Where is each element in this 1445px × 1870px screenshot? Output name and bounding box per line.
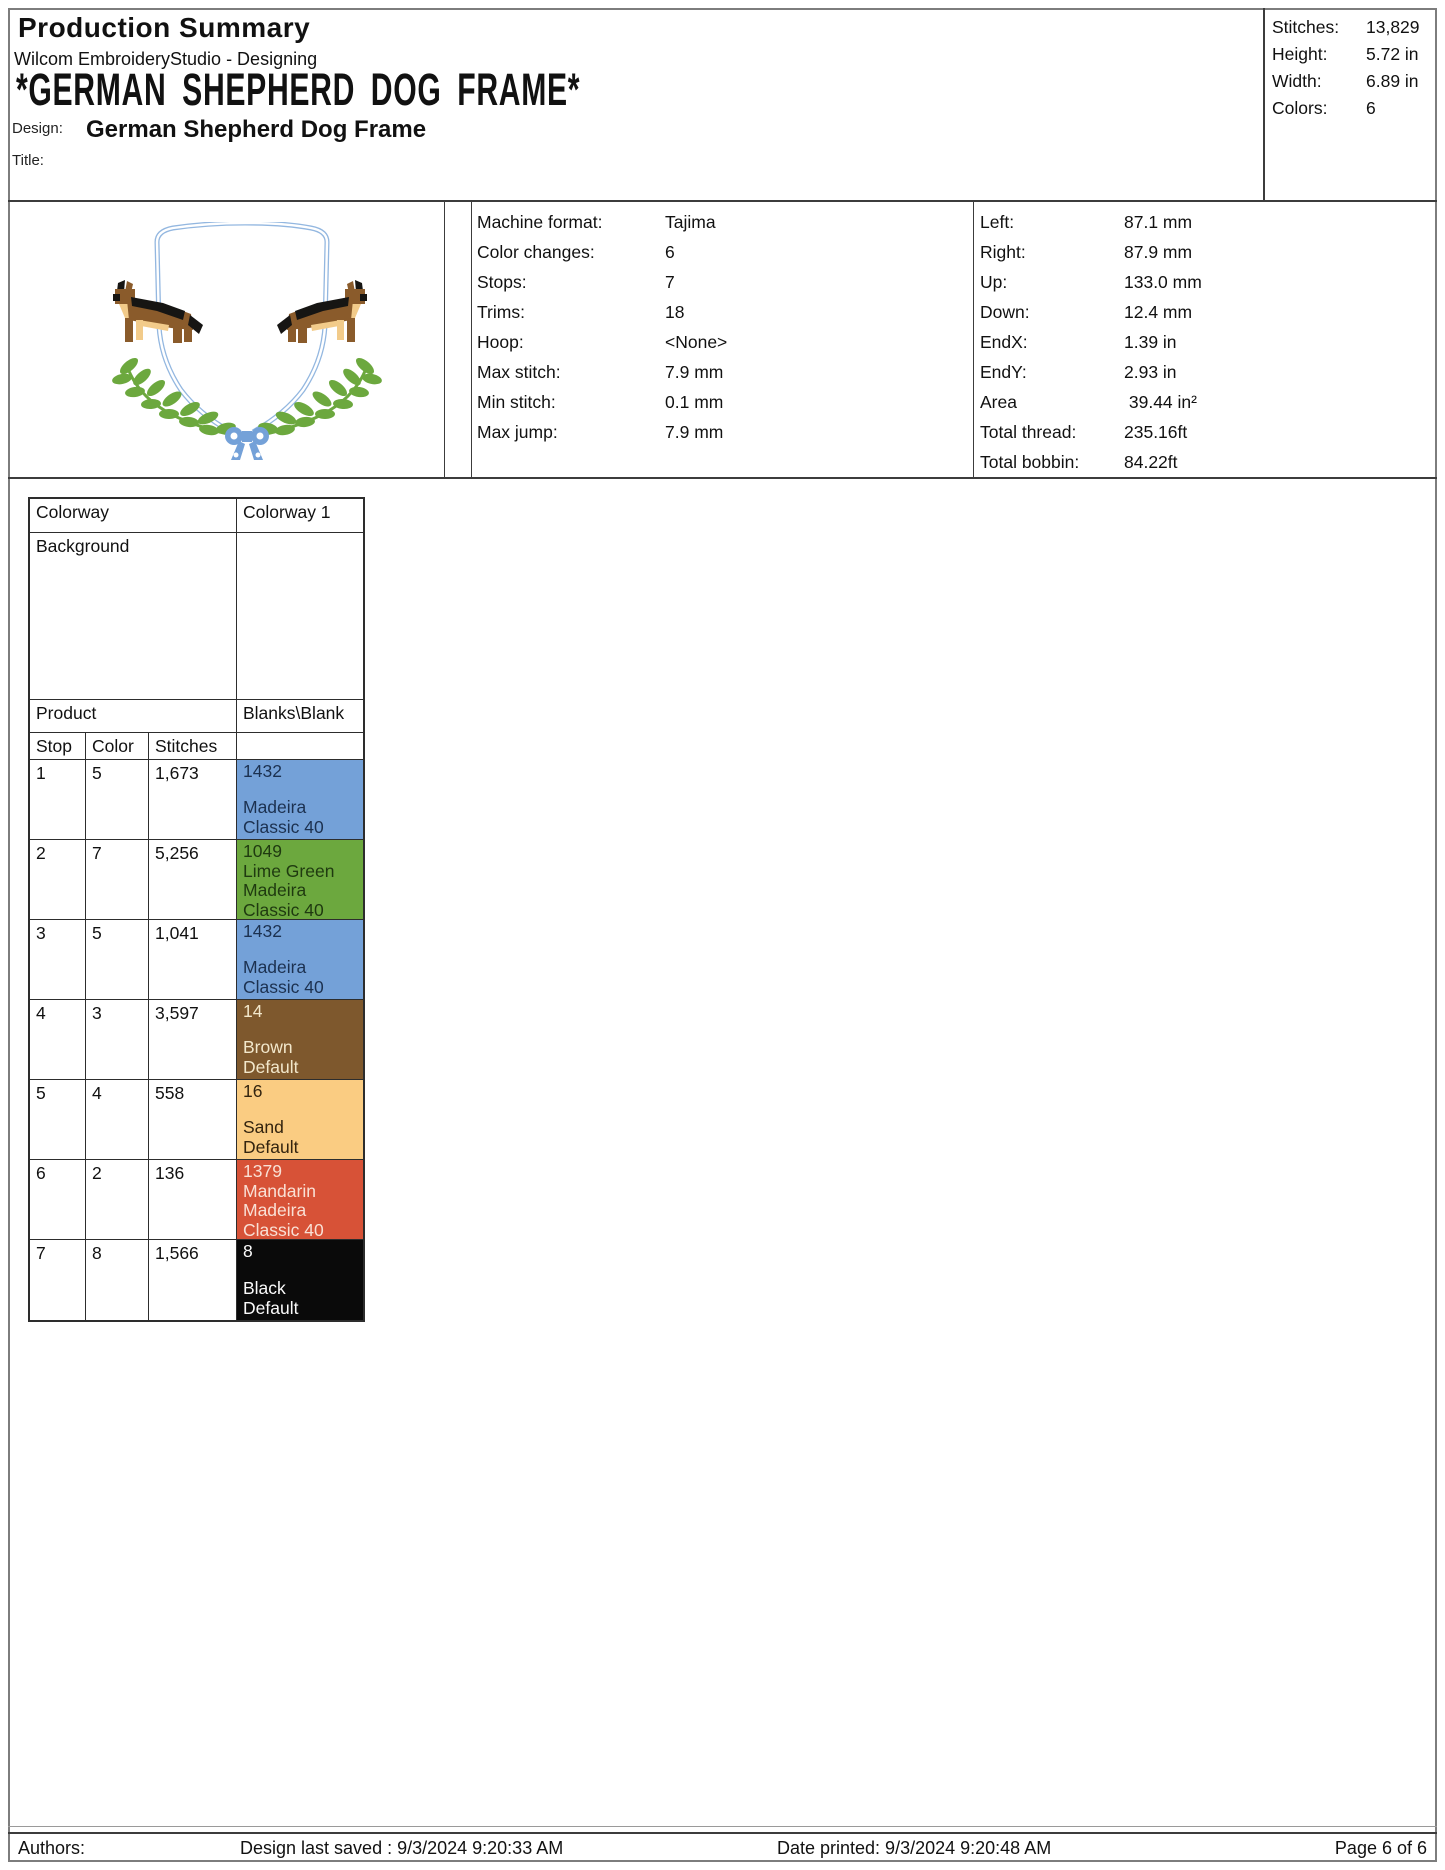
color-number: 7 — [86, 840, 149, 919]
authors-label: Authors: — [18, 1838, 86, 1858]
swatch-spacer — [243, 782, 363, 799]
extents-info-row — [980, 327, 1250, 357]
extents-info — [980, 207, 1250, 477]
colorway-name: Colorway 1 — [243, 502, 331, 522]
swatch-spacer — [243, 942, 363, 959]
thread-name: Mandarin — [243, 1180, 316, 1201]
thread-code: 1432 — [243, 921, 282, 941]
thread-code: 8 — [243, 1241, 253, 1261]
stitch-count: 1,673 — [149, 760, 237, 839]
extents-info-row-label: Left: — [980, 212, 1015, 232]
extents-info-row-value: 235.16ft — [1124, 422, 1188, 442]
machine-info-row-value: 7 — [665, 272, 675, 292]
extents-info-row-value: 133.0 mm — [1124, 272, 1202, 292]
summary-stat-value: 6 — [1366, 98, 1376, 118]
machine-info-row — [477, 267, 907, 297]
extents-info-row-value: 12.4 mm — [1124, 302, 1193, 322]
summary-stat — [1272, 41, 1432, 68]
extents-info-row-value: 87.9 mm — [1124, 242, 1193, 262]
design-label: Design: — [12, 120, 63, 137]
thread-chart: Madeira Classic 40 — [243, 797, 324, 837]
extents-info-row-label: Total bobbin: — [980, 452, 1080, 472]
color-sequence-row — [30, 920, 363, 1000]
stitch-count: 558 — [149, 1080, 237, 1159]
summary-stat-label: Width: — [1272, 71, 1322, 91]
thread-color-swatch — [237, 840, 363, 919]
summary-stat — [1272, 95, 1432, 122]
extents-info-row — [980, 237, 1250, 267]
thread-color-swatch — [237, 1000, 363, 1079]
machine-info-row — [477, 417, 907, 447]
color-number: 4 — [86, 1080, 149, 1159]
thread-chart: Madeira Classic 40 — [243, 957, 324, 997]
machine-info-row-value: <None> — [665, 332, 728, 352]
machine-info-row-value: 7.9 mm — [665, 362, 724, 382]
stitch-count: 5,256 — [149, 840, 237, 919]
laurel-right-icon — [257, 355, 383, 437]
column-header-stop: Stop — [30, 733, 86, 759]
page-number: Page 6 of 6 — [1334, 1838, 1427, 1858]
summary-stat-label: Colors: — [1272, 98, 1328, 118]
swatch-spacer — [243, 1022, 363, 1039]
product-label: Product — [30, 700, 237, 732]
stop-number: 7 — [30, 1240, 86, 1320]
extents-box-divider — [973, 202, 974, 477]
extents-info-row-label: EndX: — [980, 332, 1028, 352]
machine-info-row — [477, 207, 907, 237]
extents-info-row-value: 84.22ft — [1124, 452, 1178, 472]
column-header-color: Color — [86, 733, 149, 759]
extents-info-row-value: 39.44 in² — [1124, 392, 1197, 412]
extents-info-row — [980, 267, 1250, 297]
footer — [8, 1832, 1437, 1862]
thread-color-swatch — [237, 920, 363, 999]
machine-info-row-label: Trims: — [477, 302, 525, 322]
color-sequence-row — [30, 840, 363, 920]
stitch-count: 1,041 — [149, 920, 237, 999]
color-number: 5 — [86, 920, 149, 999]
stop-number: 4 — [30, 1000, 86, 1079]
machine-info-row — [477, 357, 907, 387]
background-swatch — [237, 533, 363, 699]
machine-info-row-label: Hoop: — [477, 332, 524, 352]
bow-icon — [225, 427, 269, 460]
extents-info-row — [980, 357, 1250, 387]
thread-color-swatch — [237, 1160, 363, 1239]
stop-number: 5 — [30, 1080, 86, 1159]
thread-chart: Default — [243, 1136, 299, 1157]
machine-info-row-label: Color changes: — [477, 242, 595, 262]
thread-code: 1049 — [243, 841, 282, 861]
stop-number: 6 — [30, 1160, 86, 1239]
thread-name: Black — [243, 1278, 286, 1298]
extents-info-row-value: 87.1 mm — [1124, 212, 1193, 232]
extents-info-row-label: Up: — [980, 272, 1008, 292]
summary-stat — [1272, 68, 1432, 95]
colorway-header-label: Colorway — [30, 499, 237, 532]
app-name: Wilcom EmbroideryStudio - Designing — [14, 49, 318, 69]
extents-info-row — [980, 417, 1250, 447]
thread-name: Sand — [243, 1117, 284, 1137]
color-number: 3 — [86, 1000, 149, 1079]
extents-info-row — [980, 447, 1250, 477]
thread-code: 16 — [243, 1081, 263, 1101]
summary-stat-label: Stitches: — [1272, 17, 1340, 37]
thread-name: Brown — [243, 1037, 293, 1057]
machine-info-row-label: Stops: — [477, 272, 527, 292]
stop-number: 1 — [30, 760, 86, 839]
machine-info-row-label: Max stitch: — [477, 362, 561, 382]
extents-info-row-label: Area — [980, 392, 1017, 412]
color-sequence-row — [30, 1240, 363, 1320]
machine-info-row — [477, 237, 907, 267]
machine-info-row-label: Max jump: — [477, 422, 558, 442]
thread-code: 14 — [243, 1001, 263, 1021]
thread-chart: Madeira Classic 40 — [243, 880, 324, 920]
machine-info-row-label: Min stitch: — [477, 392, 556, 412]
stop-number: 3 — [30, 920, 86, 999]
summary-stat-value: 6.89 in — [1366, 71, 1419, 91]
machine-info-row-label: Machine format: — [477, 212, 603, 232]
stitch-count: 1,566 — [149, 1240, 237, 1320]
column-header-thread — [237, 733, 363, 759]
machine-info-row — [477, 327, 907, 357]
machine-info-row-value: Tajima — [665, 212, 716, 232]
design-name: German Shepherd Dog Frame — [86, 116, 427, 143]
machine-info-row-value: 18 — [665, 302, 685, 322]
thread-color-swatch — [237, 1080, 363, 1159]
machine-box-divider — [471, 202, 472, 477]
thread-color-swatch — [237, 1240, 363, 1320]
title-label: Title: — [12, 152, 44, 169]
page-title: Production Summary — [18, 12, 311, 43]
extents-info-row-label: Right: — [980, 242, 1026, 262]
stop-number: 2 — [30, 840, 86, 919]
machine-info-row — [477, 297, 907, 327]
swatch-spacer — [243, 1262, 363, 1280]
design-display-name: *GERMAN SHEPHERD DOG FRAME* — [16, 64, 581, 115]
thread-code: 1379 — [243, 1161, 282, 1181]
color-number: 2 — [86, 1160, 149, 1239]
swatch-spacer — [243, 1102, 363, 1119]
extents-info-row-label: Total thread: — [980, 422, 1077, 442]
stitch-count: 136 — [149, 1160, 237, 1239]
info-band-divider — [8, 477, 1437, 479]
summary-stat — [1272, 14, 1432, 41]
extents-info-row-label: EndY: — [980, 362, 1027, 382]
background-label: Background — [30, 533, 237, 699]
machine-info-row-value: 6 — [665, 242, 675, 262]
thread-chart: Madeira Classic 40 — [243, 1200, 324, 1240]
color-sequence-row — [30, 1000, 363, 1080]
extents-info-row — [980, 207, 1250, 237]
column-header-stitches: Stitches — [149, 733, 237, 759]
color-number: 8 — [86, 1240, 149, 1320]
colorway-table — [28, 497, 365, 1322]
summary-stat-value: 13,829 — [1366, 17, 1420, 37]
last-saved-text: Design last saved : 9/3/2024 9:20:33 AM — [240, 1838, 564, 1858]
color-number: 5 — [86, 760, 149, 839]
product-value: Blanks\Blank — [243, 703, 345, 723]
color-sequence-row — [30, 1160, 363, 1240]
thread-color-swatch — [237, 760, 363, 839]
date-printed-text: Date printed: 9/3/2024 9:20:48 AM — [777, 1838, 1052, 1858]
header-divider — [8, 200, 1437, 202]
color-sequence-row — [30, 1080, 363, 1160]
stitch-count: 3,597 — [149, 1000, 237, 1079]
extents-info-row-value: 1.39 in — [1124, 332, 1177, 352]
extents-info-row — [980, 297, 1250, 327]
color-sequence-row — [30, 760, 363, 840]
machine-info-row-value: 0.1 mm — [665, 392, 724, 412]
thread-name: Lime Green — [243, 860, 335, 881]
summary-stat-label: Height: — [1272, 44, 1328, 64]
thread-code: 1432 — [243, 761, 282, 781]
design-preview-image — [95, 222, 385, 467]
machine-info-row-value: 7.9 mm — [665, 422, 724, 442]
extents-info-row-value: 2.93 in — [1124, 362, 1177, 382]
thread-chart: Default — [243, 1297, 299, 1318]
machine-info-row — [477, 387, 907, 417]
preview-box-divider — [444, 202, 445, 477]
extents-info-row — [980, 387, 1250, 417]
footer-shadow-line — [8, 1826, 1437, 1827]
thread-chart: Default — [243, 1056, 299, 1077]
machine-info — [477, 207, 907, 447]
extents-info-row-label: Down: — [980, 302, 1030, 322]
summary-stat-value: 5.72 in — [1366, 44, 1419, 64]
summary-stats — [1272, 14, 1432, 122]
